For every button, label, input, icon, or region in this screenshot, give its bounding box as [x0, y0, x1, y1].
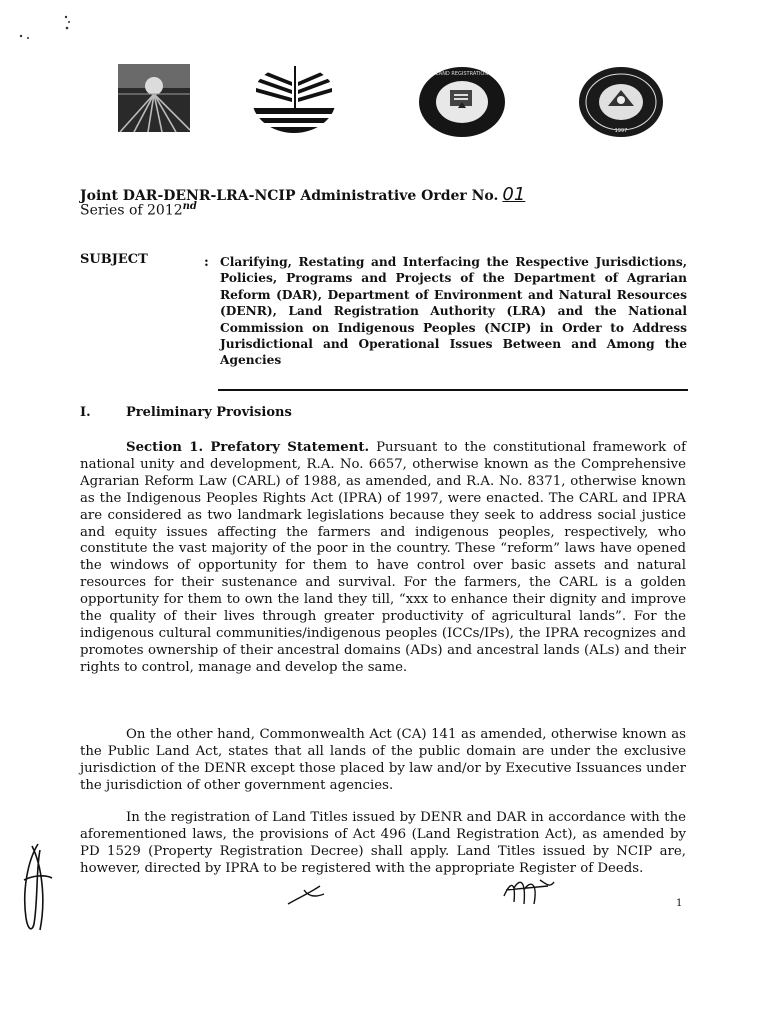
initial-mark-2	[500, 874, 560, 908]
subject-label: SUBJECT	[80, 252, 148, 267]
prefatory-heading: Section 1. Prefatory Statement.	[126, 440, 370, 455]
dar-logo	[118, 64, 190, 132]
paragraph-public-land-act	[80, 727, 686, 795]
subject-divider	[218, 389, 688, 391]
public-land-act-text: On the other hand, Commonwealth Act (CA) 141 as amended, otherwise known as the Public Land Act, states that all lands of the public domain are under the exclusive jurisdiction of the DENR except those placed by law and/or by Executive Issuances under the jurisdiction of other government agencies.	[80, 727, 686, 793]
lra-seal-text: LAND REGISTRATION	[435, 71, 489, 77]
subject-colon: :	[204, 255, 209, 270]
lra-seal	[418, 66, 506, 138]
corner-marks	[12, 8, 82, 48]
ncip-seal-year: 1997	[614, 128, 628, 134]
order-number: 01	[502, 184, 526, 205]
initial-mark-1	[284, 880, 330, 910]
series-label: Series of 2012	[80, 202, 183, 219]
section-title: Preliminary Provisions	[126, 405, 292, 420]
registration-text: In the registration of Land Titles issued by DENR and DAR in accordance with the aforementioned laws, the provisions of Act 496 (Land Registration Act), as amended by PD 1529 (Property Registration Decree) shall apply. Land Titles issued by NCIP are, however, directed by IPRA to be registered with the appropriate Register of Deeds.	[80, 810, 686, 876]
section-number: I.	[80, 405, 91, 420]
left-margin-signature	[10, 840, 60, 936]
prefatory-body: Pursuant to the constitutional framework of national unity and development, R.A. No. 6657, otherwise known as the Comprehensive Agrarian Reform Law (CARL) of 1988, as amended, and R.A. No. 8371, otherwise known as the Indigenous Peoples Rights Act (IPRA) of 1997, were enacted. The CARL and IPRA are considered as two landmark legislations because they seek to address social justice and equity issues affecting the farmers and indigenous peoples, respectively, who constitute the vast majority of the poor in the country. These “reform” laws have opened the windows of opportunity for them to have control over basic assets and natural resources for their sustenance and survival. For the farmers, the CARL is a golden opportunity for them to own the land they till, “xxx to enhance their dignity and improve the quality of their lives through greater productivity of agricultural lands”. For the indigenous cultural communities/indigenous peoples (ICCs/IPs), the IPRA recognizes and promotes ownership of their ancestral domains (ADs) and ancestral lands (ALs) and their rights to control, manage and develop the same.	[80, 440, 686, 675]
denr-logo	[252, 64, 336, 134]
paragraph-registration	[80, 810, 686, 878]
subject-text: Clarifying, Restating and Interfacing the Respective Jurisdictions, Policies, Programs and Projects of the Department of Agrarian Reform (DAR), Department of Environment and Natural Resources (DENR), Land Registration Authority (LRA) and the National Commission on Indigenous Peoples (NCIP) in Order to Address Jurisdictional and Operational Issues Between and Among the Agencies	[220, 255, 687, 368]
page-number: 1	[676, 898, 683, 909]
series-mark: nd	[182, 201, 197, 212]
ncip-seal	[578, 66, 664, 138]
paragraph-prefatory	[80, 440, 686, 677]
order-series	[80, 201, 197, 219]
order-title-text: Joint DAR-DENR-LRA-NCIP Administrative Order No.	[80, 188, 499, 204]
